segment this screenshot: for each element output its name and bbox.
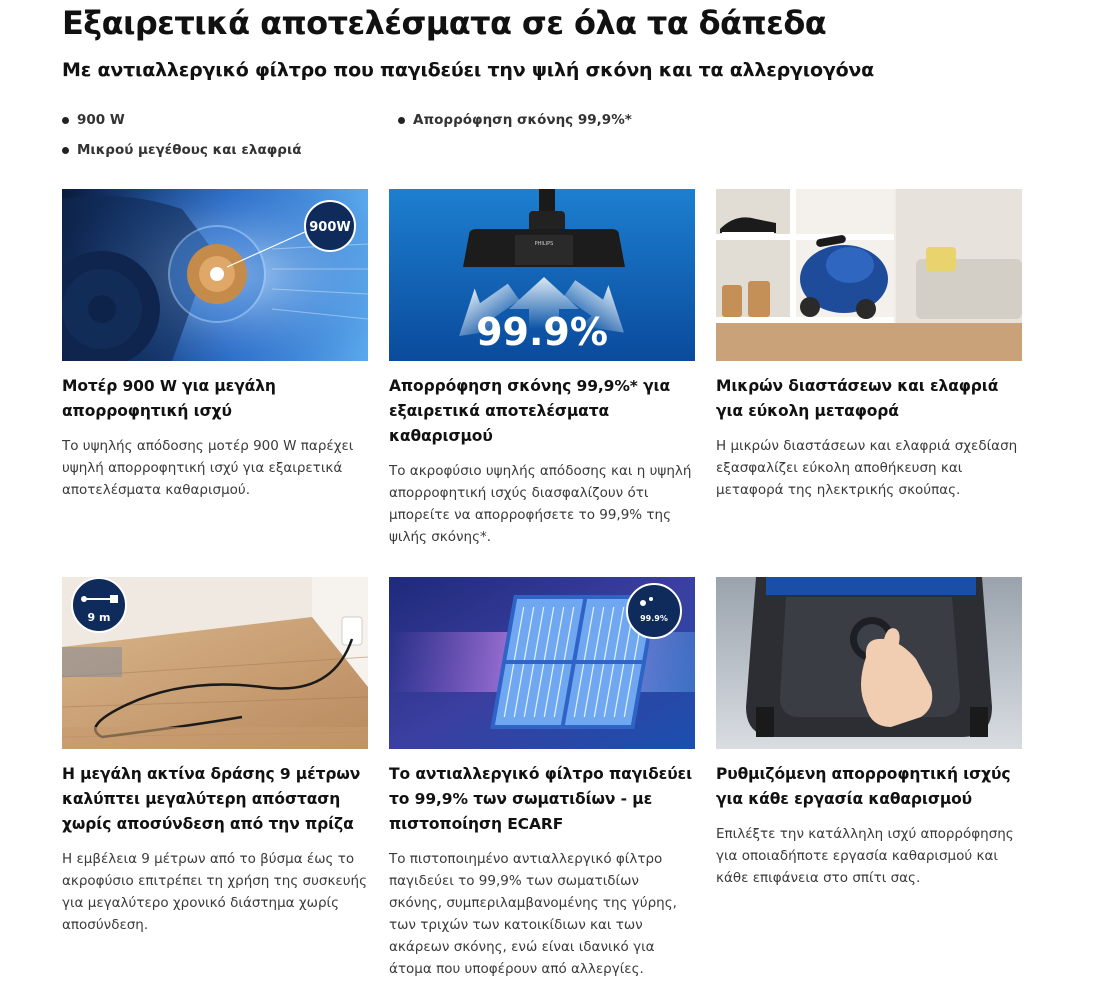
nozzle-brand: PHILIPS: [534, 241, 554, 247]
bullet-dot: [62, 117, 69, 124]
feature-card-adjustable-power: [716, 577, 1023, 889]
feature-description: Το ακροφύσιο υψηλής απόδοσης και η υψηλή απορροφητική ισχύς διασφαλίζουν ότι μπορείτε να απορροφήσετε το 99,9% της ψιλής σκόνης*.: [389, 463, 692, 545]
range-badge: 9 m: [87, 611, 111, 624]
motor-badge: 900W: [309, 220, 351, 235]
feature-title: Μικρών διαστάσεων και ελαφριά για εύκολη μεταφορά: [716, 377, 999, 420]
page-title: Εξαιρετικά αποτελέσματα σε όλα τα δάπεδα: [62, 4, 827, 42]
highlight-item: [62, 142, 301, 158]
nozzle-image: [389, 189, 695, 361]
highlight-item: [398, 112, 632, 128]
feature-card-motor: [62, 189, 369, 501]
highlight-text: 900 W: [77, 112, 125, 128]
feature-card-compact: [716, 189, 1023, 501]
feature-card-range: [62, 577, 369, 936]
feature-title: Απορρόφηση σκόνης 99,9%* για εξαιρετικά αποτελέσματα καθαρισμού: [389, 377, 671, 445]
feature-description: Επιλέξτε την κατάλληλη ισχύ απορρόφησης για οποιαδήποτε εργασία καθαρισμού και κάθε επιφάνεια στο σπίτι σας.: [716, 826, 1014, 886]
bullet-dot: [62, 147, 69, 154]
dust-badge: 99.9%: [476, 310, 608, 354]
power-dial-image: [716, 577, 1022, 749]
highlight-text: Απορρόφηση σκόνης 99,9%*: [413, 112, 632, 128]
feature-description: Το πιστοποιημένο αντιαλλεργικό φίλτρο παγιδεύει το 99,9% των σωματιδίων σκόνης, συμπεριλαμβανομένης της γύρης, των τριχών των κατοικίδιων και των ακάρεων σκόνης, ενώ είναι ιδανικό για άτομα που υποφέρουν από αλλεργίες.: [389, 851, 677, 977]
page-subtitle: Με αντιαλλεργικό φίλτρο που παγιδεύει την ψιλή σκόνη και τα αλλεργιογόνα: [62, 59, 875, 81]
feature-card-filter: [389, 577, 696, 980]
feature-description: Το υψηλής απόδοσης μοτέρ 900 W παρέχει υψηλή απορροφητική ισχύ για εξαιρετικά αποτελέσματα καθαρισμού.: [62, 438, 354, 498]
motor-image: [62, 189, 368, 361]
filter-image: [389, 577, 695, 749]
feature-title: Ρυθμιζόμενη απορροφητική ισχύς για κάθε εργασία καθαρισμού: [716, 765, 1011, 808]
highlight-item: [62, 112, 125, 128]
range-image: [62, 577, 368, 749]
bullet-dot: [398, 117, 405, 124]
feature-card-dust-pickup: [389, 189, 696, 548]
filter-badge: 99.9%: [640, 614, 668, 623]
compact-vacuum-image: [716, 189, 1022, 361]
feature-description: Η μικρών διαστάσεων και ελαφριά σχεδίαση εξασφαλίζει εύκολη αποθήκευση και μεταφορά της ηλεκτρικής σκούπας.: [716, 438, 1018, 498]
feature-title: Μοτέρ 900 W για μεγάλη απορροφητική ισχύ: [62, 377, 276, 420]
feature-description: Η εμβέλεια 9 μέτρων από το βύσμα έως το ακροφύσιο επιτρέπει τη χρήση της συσκευής για μεγαλύτερο χρονικό διάστημα χωρίς αποσύνδεση.: [62, 851, 368, 933]
feature-title: Το αντιαλλεργικό φίλτρο παγιδεύει το 99,9% των σωματιδίων - με πιστοποίηση ECARF: [389, 765, 693, 833]
feature-title: Η μεγάλη ακτίνα δράσης 9 μέτρων καλύπτει μεγαλύτερη απόσταση χωρίς αποσύνδεση από την πρίζα: [62, 765, 361, 833]
highlight-text: Μικρού μεγέθους και ελαφριά: [77, 142, 302, 158]
